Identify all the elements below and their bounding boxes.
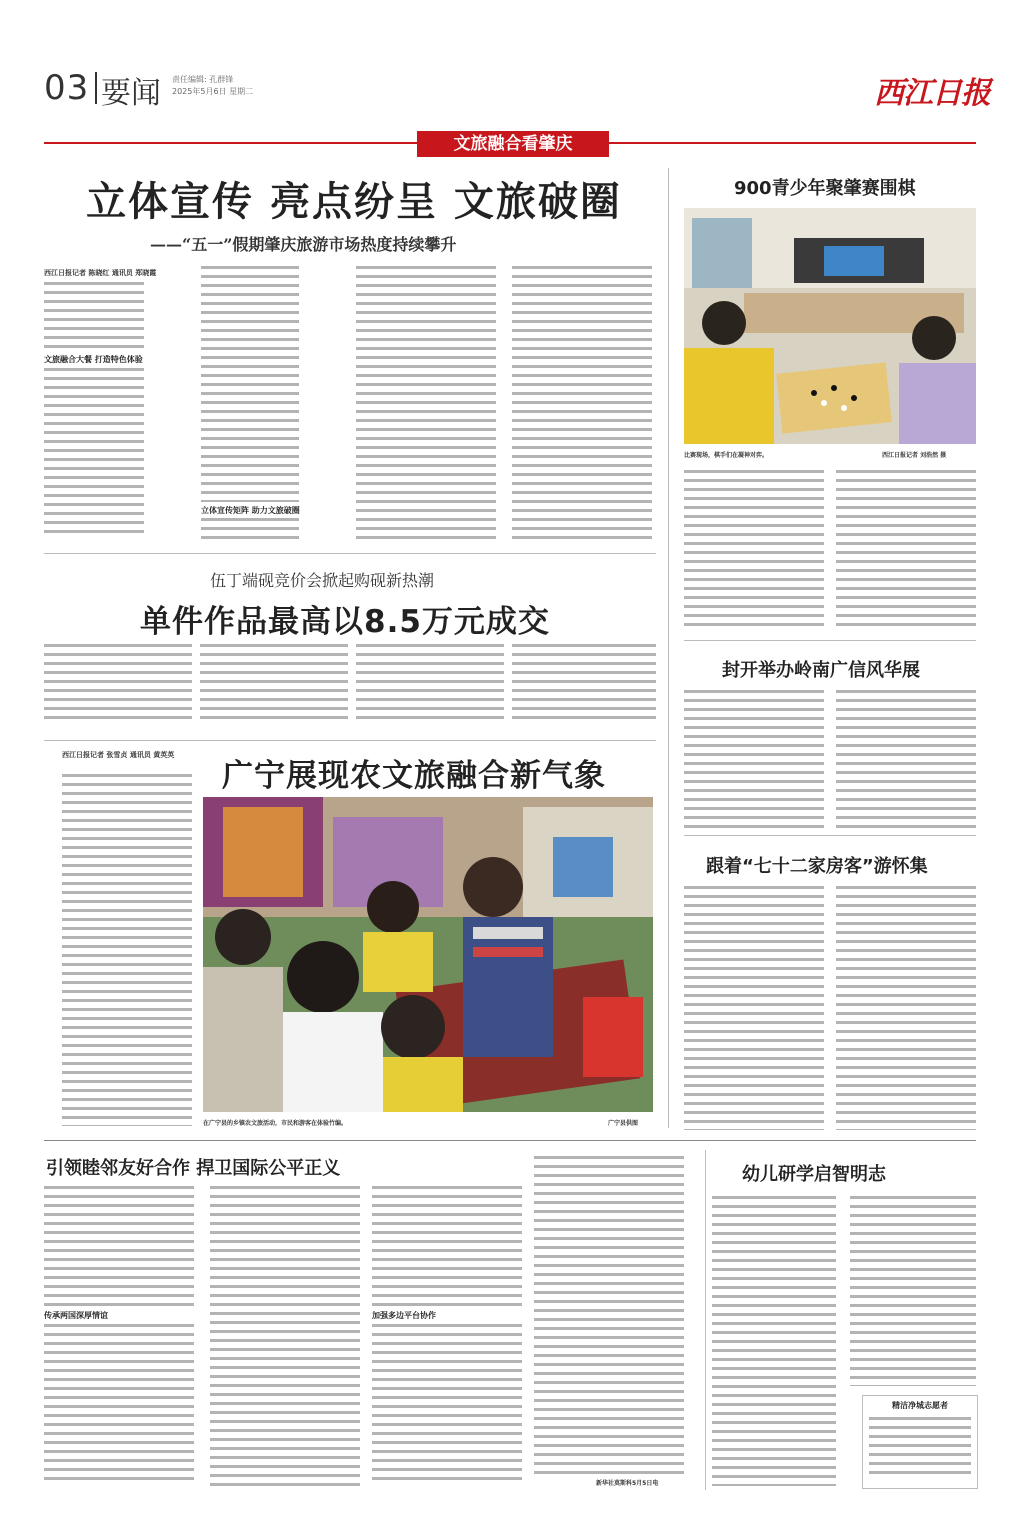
lead-body-text [44,368,144,536]
inkstone-body-text [200,644,348,724]
masthead-meta [172,74,253,98]
lead-subhead: 立体宣传矩阵 助力文旅破圈 [201,506,300,515]
lead-body-text [44,282,144,348]
weiqi-headline: 900青少年聚肇赛围棋 [734,178,916,199]
commentary-body-text [372,1324,522,1486]
house-headline: 跟着“七十二家房客”游怀集 [706,856,928,877]
kids-body-text [850,1196,976,1386]
guangning-caption: 在广宁县的乡镇农文旅活动，市民和游客在体验竹编。 [203,1120,348,1127]
story-divider [44,740,656,741]
kaifeng-body-text [836,690,976,828]
story-divider [684,835,976,836]
guangning-headline: 广宁展现农文旅融合新气象 [222,758,606,794]
commentary-subhead: 加强多边平台协作 [372,1311,436,1320]
date-line: 2025年5月6日 星期二 [172,87,254,96]
notice-body-text [869,1417,971,1477]
section-divider [44,1140,976,1141]
commentary-body-text [534,1156,684,1474]
inkstone-body-text [44,644,192,724]
commentary-headline: 引领睦邻友好合作 捍卫国际公平正义 [46,1158,341,1179]
weiqi-photo [684,208,976,444]
house-body-text [836,886,976,1130]
kids-body-text [712,1196,836,1486]
notice-box [862,1395,978,1489]
commentary-body-text [372,1186,522,1306]
guangning-photo [203,797,653,1112]
section-banner: 文旅融合看肇庆 [417,131,609,157]
guangning-body-text [62,774,192,1126]
page-number: 03 [44,68,90,108]
guangning-credit: 广宁县供图 [608,1120,639,1127]
house-body-text [684,886,824,1130]
commentary-body-text [44,1186,194,1306]
inkstone-body-text [512,644,656,724]
weiqi-credit: 西江日报记者 刘浩然 摄 [882,452,947,459]
newspaper-logo: 西江日报 [874,76,990,111]
inkstone-kicker: 伍丁端砚竞价会掀起购砚新热潮 [210,571,435,590]
commentary-body-text [210,1186,360,1486]
editor-line: 责任编辑: 孔群锋 [172,75,234,84]
lead-body-text [356,266,496,544]
column-divider [668,168,669,1128]
inkstone-headline: 单件作品最高以8.5万元成交 [140,604,550,640]
lead-body-text [512,266,652,544]
lead-subheadline: ——“五一”假期肇庆旅游市场热度持续攀升 [150,235,457,254]
story-divider [684,640,976,641]
inkstone-body-text [356,644,504,724]
kaifeng-headline: 封开举办岭南广信风华展 [722,660,920,681]
commentary-subhead: 传承两国深厚情谊 [44,1311,108,1320]
story-divider [44,553,656,554]
masthead-divider [95,72,97,104]
column-divider [705,1150,706,1490]
guangning-byline: 西江日报记者 张雪贞 通讯员 黄英英 [62,751,175,759]
kids-headline: 幼儿研学启智明志 [742,1164,886,1185]
notice-title: 精洁净城志愿者 [892,1401,948,1410]
section-name: 要闻 [101,76,161,111]
lead-body-text [201,266,299,502]
weiqi-body-text [684,470,824,630]
weiqi-body-text [836,470,976,630]
lead-byline: 西江日报记者 陈晓红 通讯员 郑晓霞 [44,269,157,277]
kaifeng-body-text [684,690,824,828]
commentary-source: 新华社莫斯科5月5日电 [596,1480,659,1487]
lead-headline: 立体宣传 亮点纷呈 文旅破圈 [86,179,622,225]
lead-body-text [201,518,299,544]
lead-subhead: 文旅融合大餐 打造特色体验 [44,355,143,364]
weiqi-caption: 比赛现场，棋手们在凝神对弈。 [684,452,769,459]
commentary-body-text [44,1324,194,1486]
